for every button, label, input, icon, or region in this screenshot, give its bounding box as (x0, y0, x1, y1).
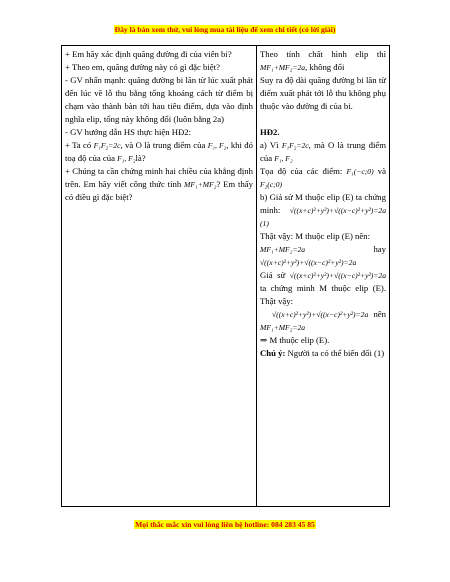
part-b (260, 191, 386, 230)
preview-banner (0, 25, 450, 34)
converse-result (260, 321, 386, 334)
math-expression: MF₁+MF₂=2a (260, 63, 306, 72)
question-1: + Em hãy xác định quãng đường đi của viên bi? (65, 49, 232, 59)
text-part: là? (135, 153, 146, 163)
math-expression: √((x+c)²+y²)+√((x−c)²+y²)=2a (272, 310, 369, 319)
math-expression: MF₁+MF₂ (184, 180, 217, 189)
text-part: Tọa độ của các điểm: (260, 166, 347, 176)
text-part: Giả sử (260, 270, 290, 280)
math-expression: F₁, F₂ (207, 141, 227, 150)
teacher-activity-cell (62, 46, 257, 507)
text-part: Theo tính chất hình elip thì (260, 49, 386, 59)
text-part: a) Vì (260, 140, 282, 150)
math-expression: √((x+c)²+y²)+√((x−c)²+y²)=2a (1) (260, 206, 386, 228)
text-part: , và O là trung điểm của (120, 140, 208, 150)
text-part: b) Giả sử M thuộc elip (E) ta chứng minh: (260, 192, 386, 215)
student-activity-cell (257, 46, 390, 507)
math-expression: √((x+c)²+y²)+√((x−c)²+y²)=2a (289, 271, 386, 280)
hotline-banner (0, 520, 450, 529)
text-part: , mà O là trung điểm của (260, 140, 387, 163)
math-expression: MF₁+MF₂=2a (260, 245, 306, 254)
preview-banner-text: Đây là bản xem thử, vui lòng mua tài liệu để xem chi tiết (có lời giải) (114, 25, 336, 34)
text-part: và (373, 166, 386, 176)
table-row (62, 46, 390, 507)
math-expression: MF₁+MF₂=2a (260, 323, 306, 332)
hd2-instruction: - GV hướng dẫn HS thực hiện HĐ2: (65, 127, 192, 137)
math-expression: F₁(−c;0) (346, 167, 374, 176)
text-part: nên (373, 309, 386, 319)
proof-start: Thật vậy: M thuộc elip (E) nên: (260, 231, 371, 241)
part-a (260, 139, 386, 165)
math-expression: √((x+c)²+y²)+√((x−c)²+y²)=2a (260, 258, 357, 267)
hd2-heading: HĐ2. (260, 127, 280, 137)
math-expression: F₂(c;0) (260, 180, 283, 189)
math-expression: F₁, F₂ (274, 154, 293, 163)
proof-line-1 (260, 243, 386, 256)
math-expression: F₁F₂=2c (281, 141, 309, 150)
math-expression: F₁F₂=2c (93, 141, 121, 150)
question-coordinates (65, 139, 253, 165)
converse (260, 269, 386, 308)
text-part: Người ta có thể biến đổi (1) (285, 348, 385, 358)
text-part: , khi đó toạ độ của của (65, 140, 253, 163)
teacher-emphasis: - GV nhấn mạnh: quãng đường bi lăn từ lúc xuất phát đến lúc về lỗ thu bằng tổng khoảng cách từ điểm bị chạm vào thành bàn tới hau tiêu điểm, dựa vào định nghĩa elip, tổng này không đổi (luôn bằng 2a) (65, 75, 253, 124)
note-label: Chú ý: (260, 348, 286, 358)
proof-line-2 (260, 256, 386, 269)
conclusion-elip: ⇒ M thuộc elip (E). (260, 335, 330, 345)
text-part: hay (373, 244, 386, 254)
text-part: ? Em thấy có điều gì đặc biệt? (65, 179, 253, 202)
hotline-banner-text: Mọi thắc mắc xin vui lòng liên hệ hotline: 084 283 45 85 (135, 520, 315, 529)
conclusion: Suy ra độ dài quãng đường bi lăn từ điểm xuất phát tới lỗ thu không phụ thuộc vào đường đi của bi. (260, 75, 386, 111)
converse-equation (260, 308, 386, 321)
ellipse-property (260, 48, 386, 74)
text-part: + Ta có (65, 140, 94, 150)
math-expression: F₁, F₂ (117, 154, 136, 163)
text-part: + Chúng ta cần chứng minh hai chiều của khẳng định trên. Em hãy viết công thức tính (65, 166, 253, 189)
text-part: ta chứng minh M thuộc elip (E). Thật vậy: (260, 283, 386, 306)
text-part: , không đổi (305, 62, 345, 72)
lesson-table (61, 45, 390, 507)
question-2: + Theo em, quãng đường này có gì đặc biệt? (65, 62, 220, 72)
question-formula (65, 165, 253, 204)
coordinates (260, 165, 386, 191)
note (260, 347, 386, 360)
